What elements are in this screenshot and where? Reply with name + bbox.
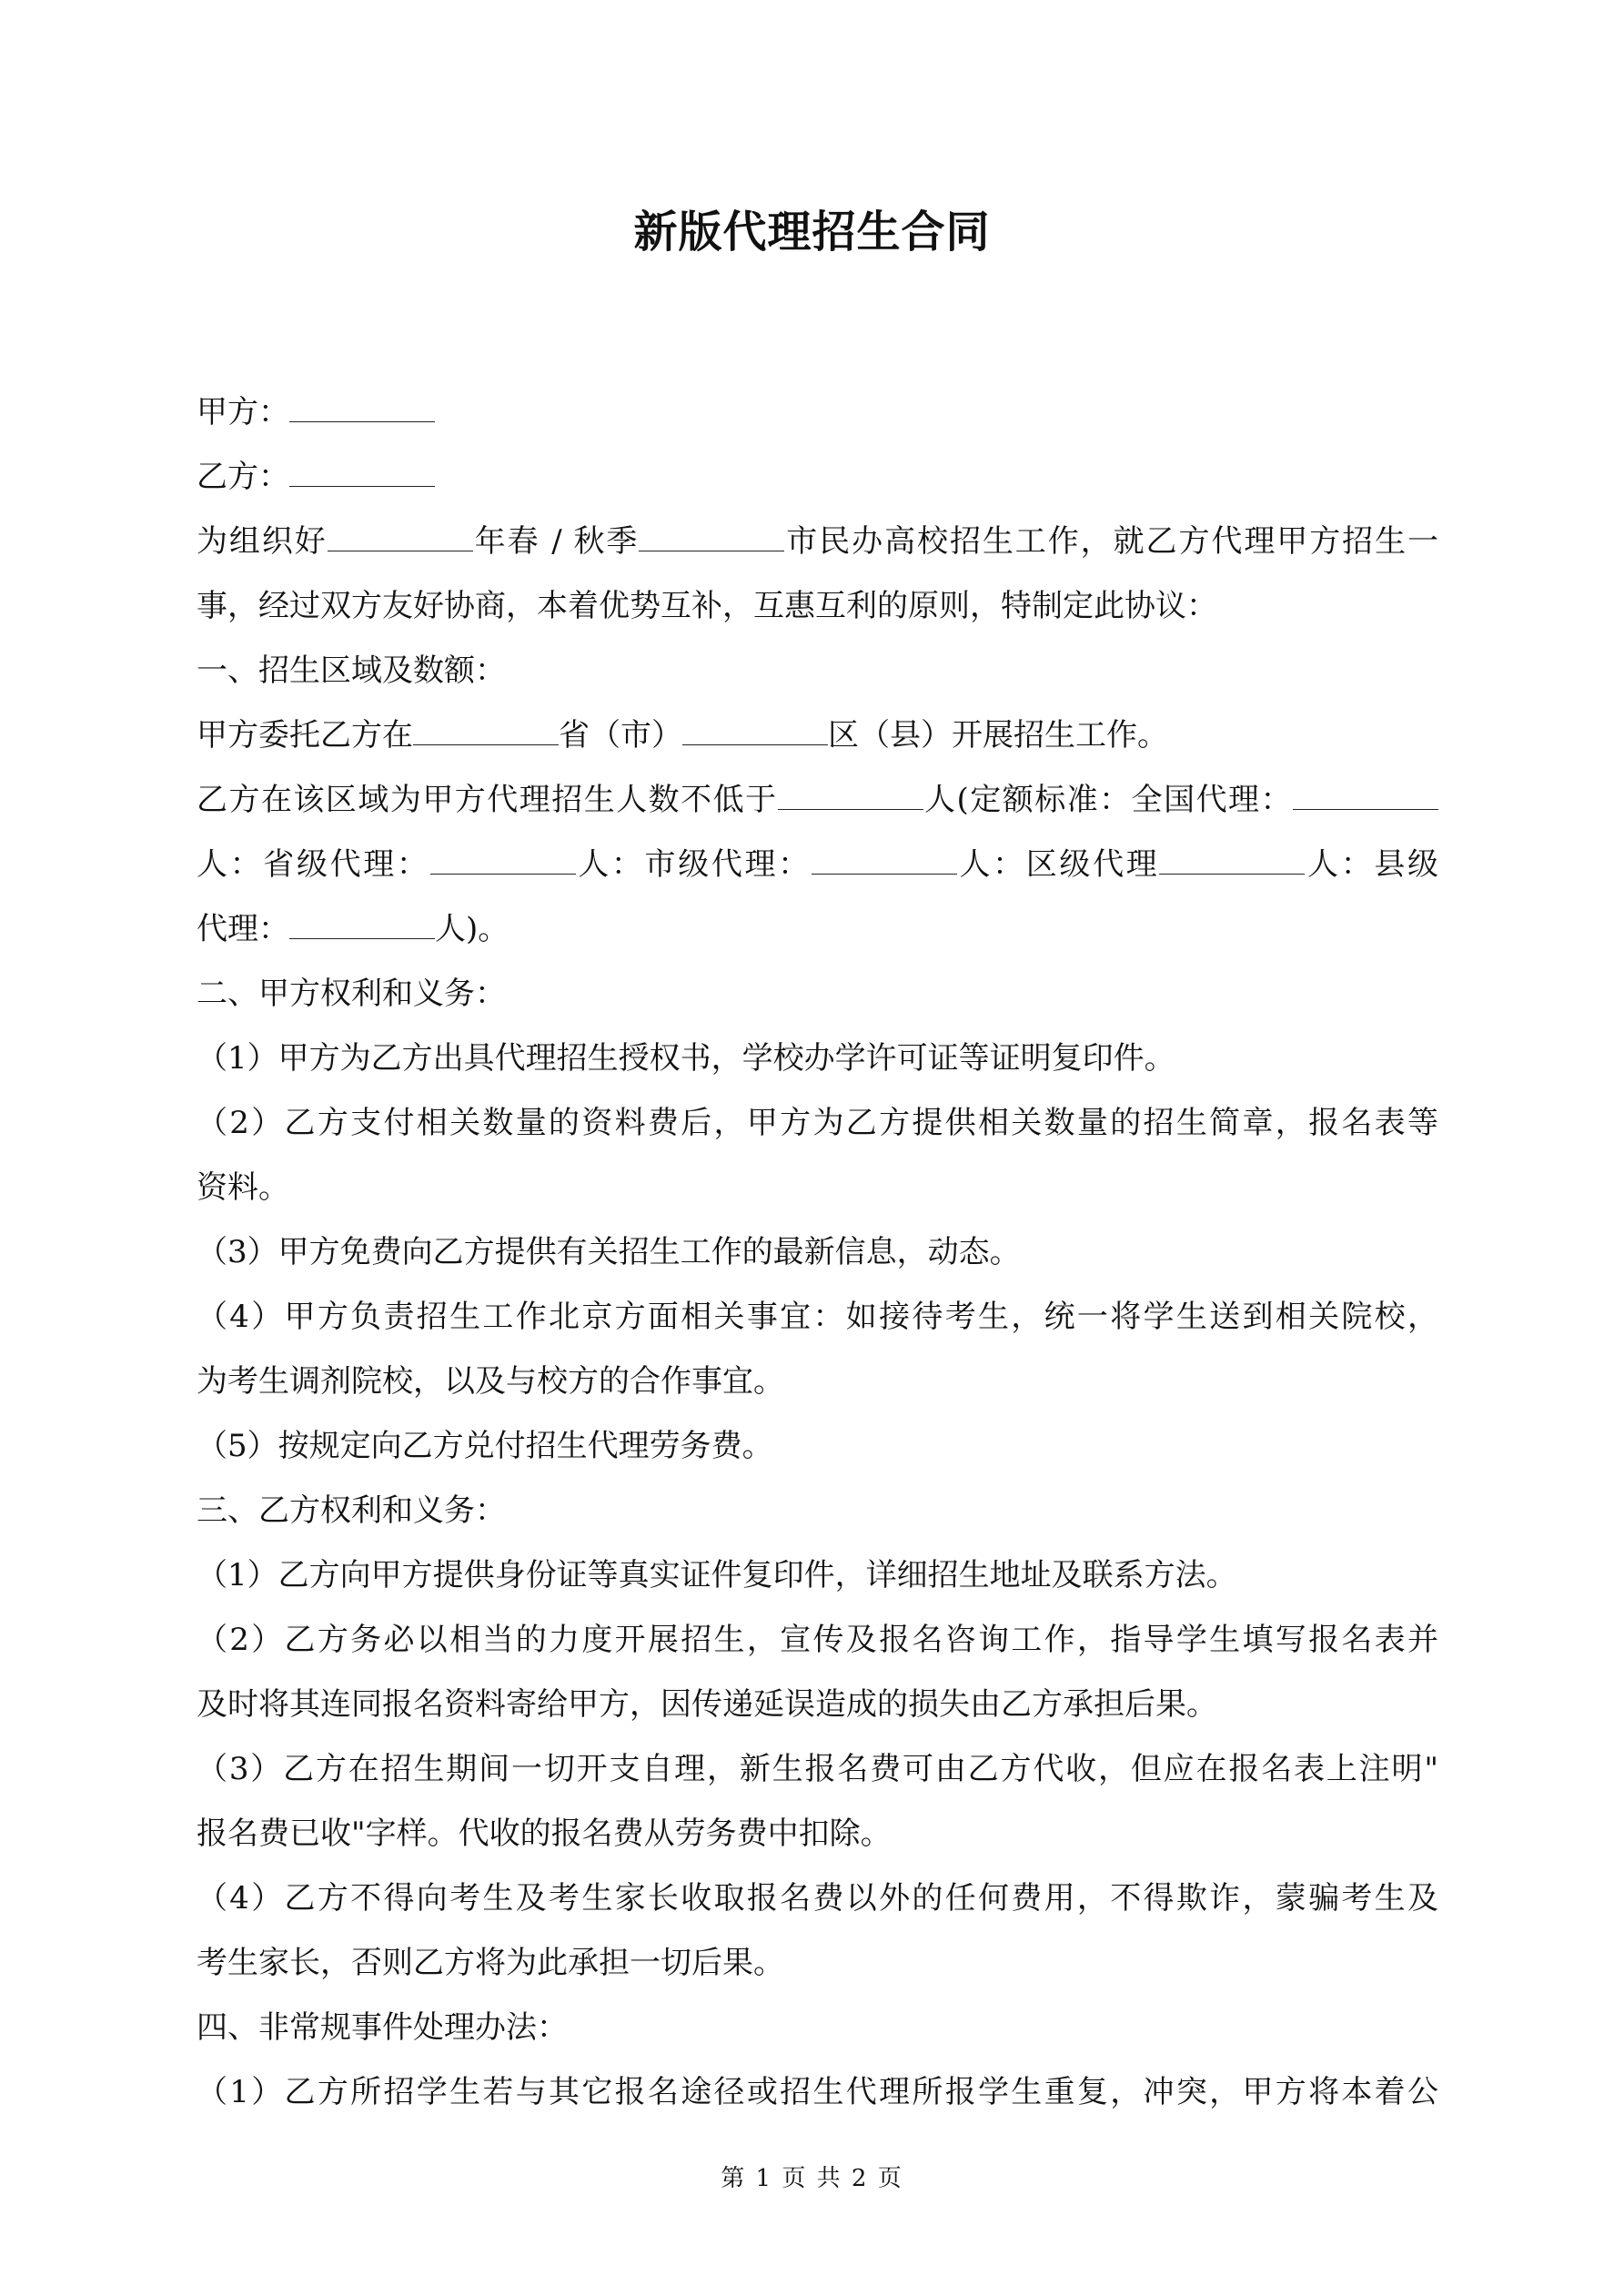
quota-city-blank [812, 850, 957, 875]
section1-quota-line-3 [197, 897, 1438, 962]
document-title: 新版代理招生合同 [633, 207, 991, 258]
region-district-blank [682, 721, 828, 745]
section3-item4-line2: 考生家长，否则乙方将为此承担一切后果。 [197, 1945, 784, 1981]
section4-item1-line1: （1）乙方所招学生若与其它报名途径或招生代理所报学生重复，冲突，甲方将本着公 [197, 2074, 1438, 2110]
intro-text-2: 年春 / 秋季 [472, 523, 640, 560]
party-a-line [197, 380, 1438, 445]
section1-region-line [197, 703, 1438, 768]
quota-text-6: 人：县级 [1305, 846, 1439, 883]
region-text-1: 甲方委托乙方在 [197, 717, 413, 754]
quota-county-blank [289, 915, 435, 939]
section3-item3-line2: 报名费已收"字样。代收的报名费从劳务费中扣除。 [197, 1816, 892, 1852]
intro-line-2: 事，经过双方友好协商，本着优势互补，互惠互利的原则，特制定此协议： [197, 588, 1217, 624]
section2-item2-line1: （2）乙方支付相关数量的资料费后，甲方为乙方提供相关数量的招生简章，报名表等 [197, 1105, 1438, 1141]
quota-text-1: 乙方在该区域为甲方代理招生人数不低于 [197, 782, 778, 818]
party-b-line [197, 445, 1438, 510]
page-footer: 第 1 页 共 2 页 [721, 2165, 903, 2192]
quota-province-blank [430, 850, 576, 875]
section3-item4-line1: （4）乙方不得向考生及考生家长收取报名费以外的任何费用，不得欺诈，蒙骗考生及 [197, 1880, 1438, 1917]
section3-item3-line1: （3）乙方在招生期间一切开支自理，新生报名费可由乙方代收，但应在报名表上注明" [197, 1751, 1438, 1787]
section2-heading: 二、甲方权利和义务： [197, 976, 506, 1012]
intro-city-blank [639, 527, 784, 551]
section2-item4-line2: 为考生调剂院校，以及与校方的合作事宜。 [197, 1363, 784, 1400]
section2-item4-line1: （4）甲方负责招生工作北京方面相关事宜：如接待考生，统一将学生送到相关院校， [197, 1299, 1438, 1335]
party-a-label: 甲方： [197, 394, 289, 430]
intro-text-1: 为组织好 [197, 523, 328, 560]
quota-min-blank [778, 785, 923, 810]
quota-text-5: 人：区级代理 [956, 846, 1160, 883]
region-text-3: 区（县）开展招生工作。 [828, 717, 1168, 754]
section2-item1: （1）甲方为乙方出具代理招生授权书，学校办学许可证等证明复印件。 [197, 1040, 1175, 1077]
quota-text-3: 人：省级代理： [197, 846, 430, 883]
party-b-label: 乙方： [197, 459, 289, 495]
section2-item5: （5）按规定向乙方兑付招生代理劳务费。 [197, 1428, 773, 1464]
document-body [197, 380, 1438, 2125]
quota-text-8: 人)。 [435, 911, 509, 947]
quota-text-7: 代理： [197, 911, 289, 947]
section2-item2-line2: 资料。 [197, 1169, 289, 1206]
party-b-blank [289, 462, 435, 487]
intro-text-3: 市民办高校招生工作，就乙方代理甲方招生一 [784, 523, 1439, 560]
section1-quota-line-1 [197, 768, 1438, 833]
section2-item3: （3）甲方免费向乙方提供有关招生工作的最新信息，动态。 [197, 1234, 1021, 1270]
section3-heading: 三、乙方权利和义务： [197, 1492, 506, 1529]
intro-line-1 [197, 510, 1438, 574]
quota-text-2: 人(定额标准：全国代理： [923, 782, 1294, 818]
quota-national-blank [1293, 785, 1438, 810]
section3-item2-line2: 及时将其连同报名资料寄给甲方，因传递延误造成的损失由乙方承担后果。 [197, 1686, 1217, 1723]
region-province-blank [413, 721, 559, 745]
party-a-blank [289, 398, 435, 422]
section3-item1: （1）乙方向甲方提供身份证等真实证件复印件，详细招生地址及联系方法。 [197, 1557, 1237, 1593]
intro-year-blank [328, 527, 473, 551]
quota-district-blank [1159, 850, 1305, 875]
section3-item2-line1: （2）乙方务必以相当的力度开展招生，宣传及报名咨询工作，指导学生填写报名表并 [197, 1622, 1438, 1658]
section4-heading: 四、非常规事件处理办法： [197, 2009, 568, 2046]
section1-quota-line-2 [197, 833, 1438, 897]
section1-heading: 一、招生区域及数额： [197, 652, 506, 689]
region-text-2: 省（市） [559, 717, 682, 754]
quota-text-4: 人：市级代理： [575, 846, 812, 883]
